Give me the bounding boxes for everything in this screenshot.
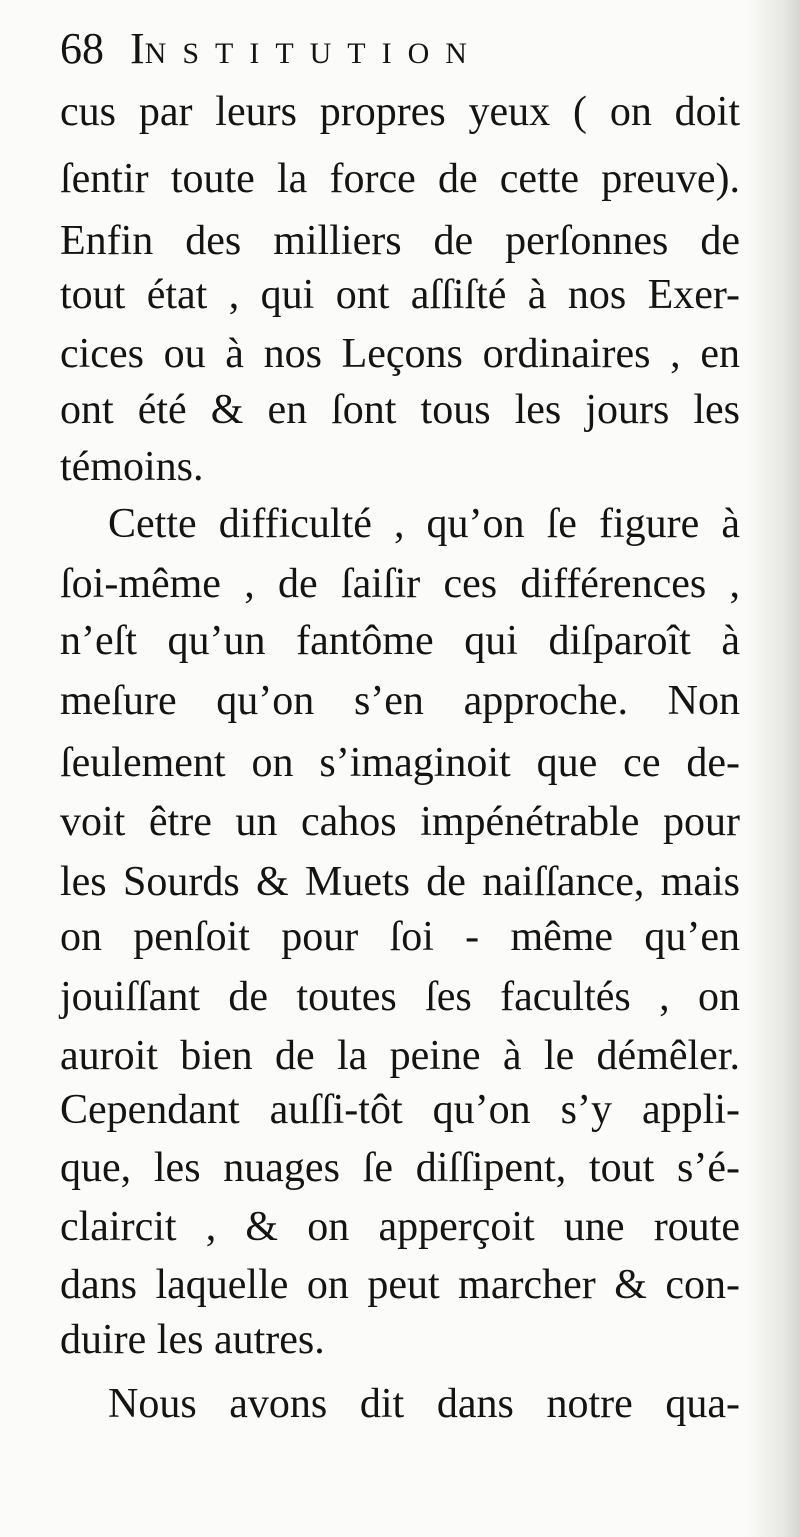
text-line: Cependant auſſi-tôt qu’on s’y appli- (60, 1087, 740, 1133)
text-line: auroit bien de la peine à le démêler. (60, 1033, 740, 1079)
running-title-initial: I (130, 24, 145, 73)
text-line: claircit , & on apperçoit une route (60, 1204, 740, 1250)
text-line: duire les autres. (60, 1317, 325, 1363)
text-line: cus par leurs propres yeux ( on doit (60, 89, 740, 135)
text-line: ſentir toute la force de cette preuve). (60, 156, 740, 202)
text-line: tout état , qui ont aſſiſté à nos Exer- (60, 272, 740, 318)
text-line: ont été & en ſont tous les jours les (60, 387, 740, 433)
text-line: cices ou à nos Leçons ordinaires , en (60, 331, 740, 377)
text-line: dans laquelle on peut marcher & con- (60, 1262, 740, 1308)
text-line: jouiſſant de toutes ſes facultés , on (60, 974, 740, 1020)
page-gutter-shadow (745, 0, 800, 1537)
text-line: Enfin des milliers de perſonnes de (60, 218, 740, 264)
running-header (60, 24, 740, 74)
page-number: 68 (60, 24, 104, 73)
text-line: les Sourds & Muets de naiſſance, mais (60, 859, 740, 905)
text-line: meſure qu’on s’en approche. Non (60, 678, 740, 724)
text-line: n’eſt qu’un fantôme qui diſparoît à (60, 618, 740, 664)
text-line: ſeulement on s’imaginoit que ce de- (60, 740, 740, 786)
text-line: ſoi-même , de ſaiſir ces différences , (60, 561, 740, 607)
running-title (130, 24, 483, 79)
running-title-rest: NSTITUTION (144, 37, 483, 70)
paragraph-start-line: Cette difficulté , qu’on ſe figure à (108, 501, 740, 547)
text-line: témoins. (60, 444, 204, 490)
paragraph-start-line: Nous avons dit dans notre qua- (108, 1381, 740, 1427)
text-line: on penſoit pour ſoi - même qu’en (60, 914, 740, 960)
text-line: voit être un cahos impénétrable pour (60, 799, 740, 845)
text-line: que, les nuages ſe diſſipent, tout s’é- (60, 1145, 740, 1191)
